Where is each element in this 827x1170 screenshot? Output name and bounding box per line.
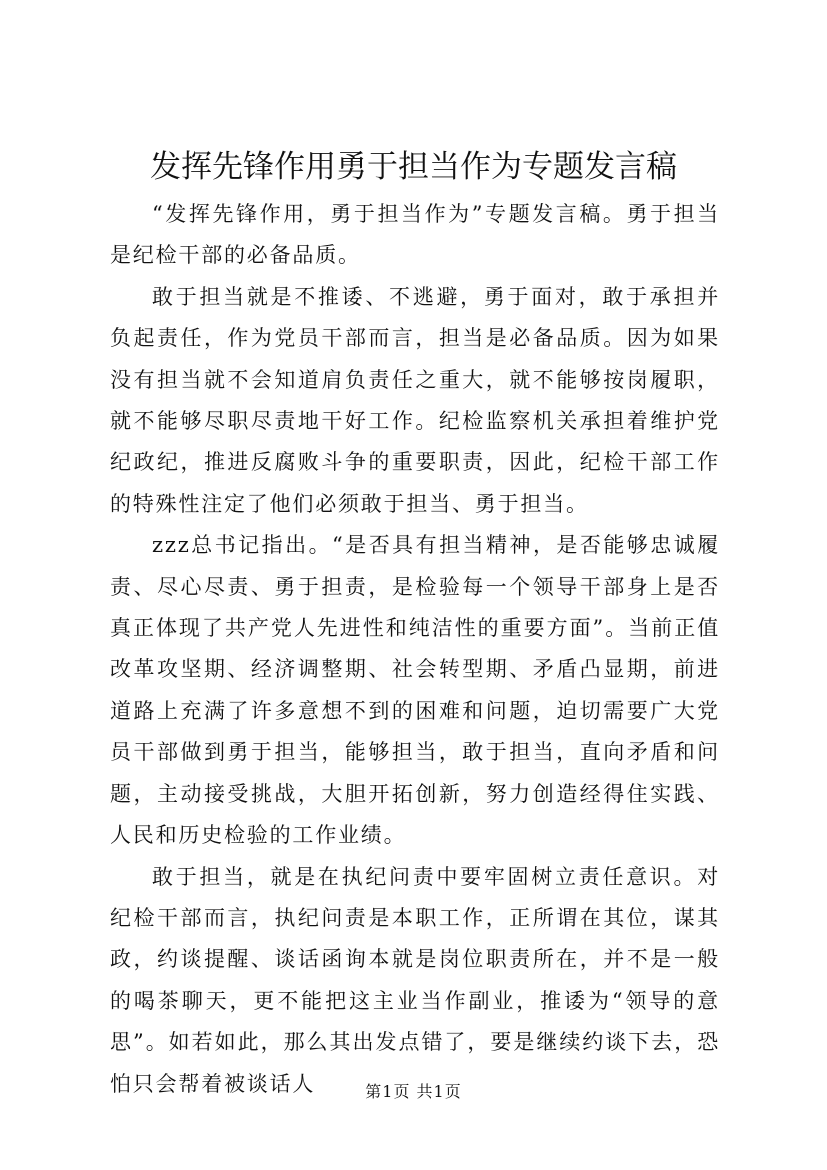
paragraph-4: 敢于担当，就是在执纪问责中要牢固树立责任意识。对纪检干部而言，执纪问责是本职工作，正所谓在其位，谋其政，约谈提醒、谈话函询本就是岗位职责所在，并不是一般的喝茶聊天，更不能把这主业当作副业，推诿为“领导的意思”。如若如此，那么其出发点错了，要是继续约谈下去，恐怕只会帮着被谈话人 [110, 864, 720, 1096]
paragraph-3: zzz总书记指出。“是否具有担当精神，是否能够忠诚履责、尽心尽责、勇于担责，是检验每一个领导干部身上是否真正体现了共产党人先进性和纯洁性的重要方面”。当前正值改革攻坚期、经济调整期、社会转型期、矛盾凸显期，前进道路上充满了许多意想不到的困难和问题，迫切需要广大党员干部做到勇于担当，能够担当，敢于担当，直向矛盾和问题，主动接受挑战，大胆开拓创新，努力创造经得住实践、人民和历史检验的工作业绩。 [110, 533, 720, 848]
document-body [110, 194, 720, 1105]
page-footer: 第1页 共1页 [365, 1082, 462, 1101]
paragraph-2: 敢于担当就是不推诿、不逃避，勇于面对，敢于承担并负起责任，作为党员干部而言，担当是必备品质。因为如果没有担当就不会知道肩负责任之重大，就不能够按岗履职，就不能够尽职尽责地干好工作。纪检监察机关承担着维护党纪政纪，推进反腐败斗争的重要职责，因此，纪检干部工作的特殊性注定了他们必须敢于担当、勇于担当。 [110, 284, 720, 516]
paragraph-1: “发挥先锋作用，勇于担当作为”专题发言稿。勇于担当是纪检干部的必备品质。 [110, 202, 720, 268]
document-title: 发挥先锋作用勇于担当作为专题发言稿 [150, 149, 677, 185]
